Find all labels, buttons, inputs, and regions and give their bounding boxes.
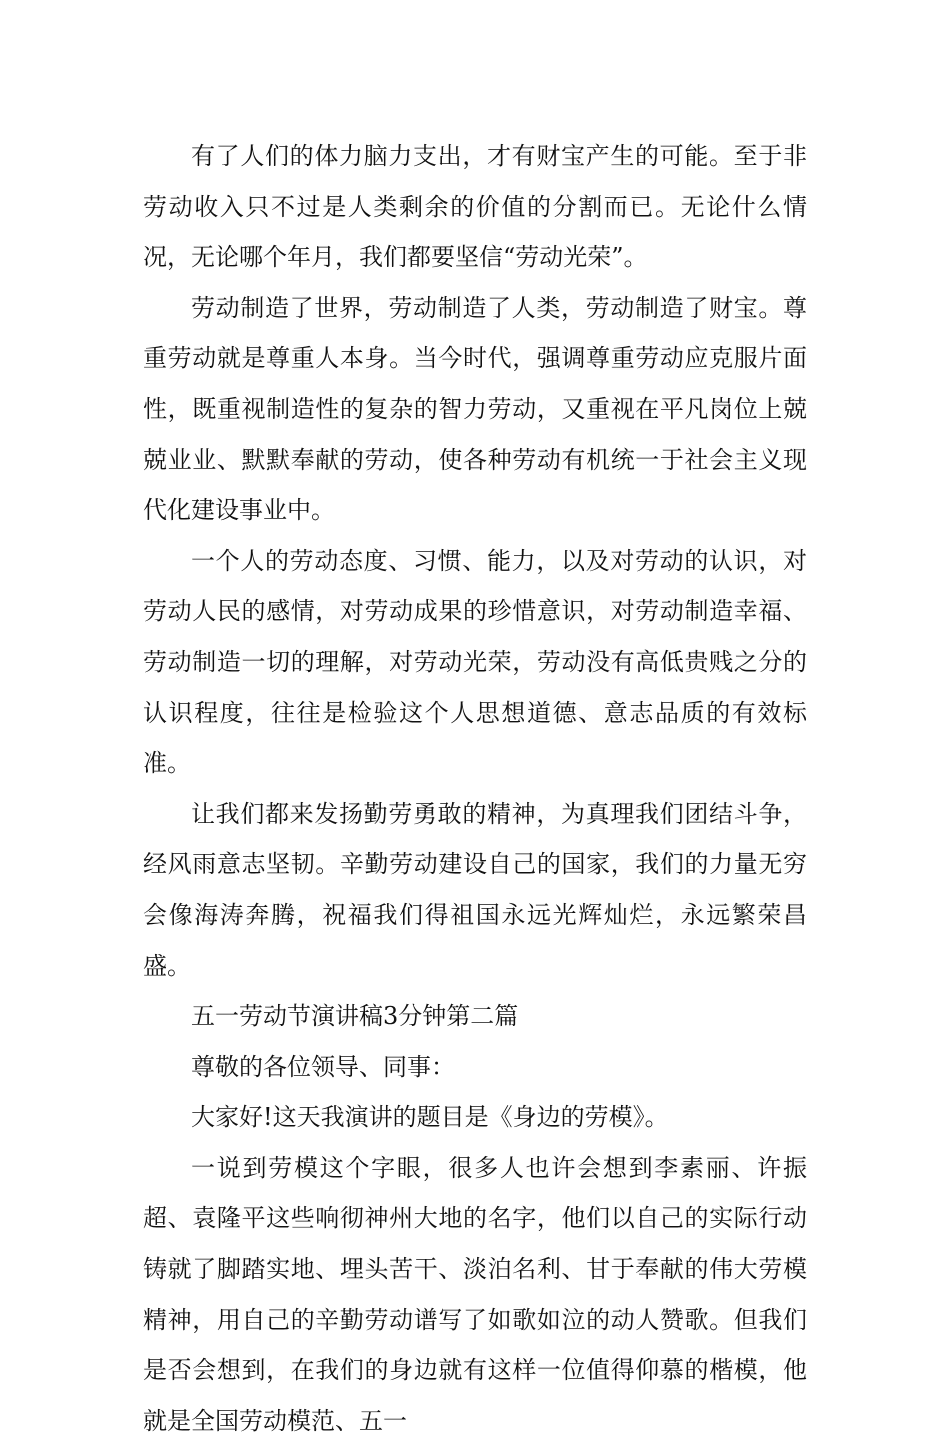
salutation: 尊敬的各位领导、同事：: [191, 1052, 455, 1081]
paragraph-4: 让我们都来发扬勤劳勇敢的精神，为真理我们团结斗争，经风雨意志坚韧。辛勤劳动建设自己的国家，我们的力量无穷会像海涛奔腾，祝福我们得祖国永远光辉灿烂，永远繁荣昌盛。: [143, 799, 807, 980]
paragraph-1: 有了人们的体力脑力支出，才有财宝产生的可能。至于非劳动收入只不过是人类剩余的价值的分割而已。无论什么情况，无论哪个年月，我们都要坚信“劳动光荣”。: [143, 142, 807, 272]
paragraph-3: 一个人的劳动态度、习惯、能力，以及对劳动的认识，对劳动人民的感情，对劳动成果的珍惜意识，对劳动制造幸福、劳动制造一切的理解，对劳动光荣，劳动没有高低贵贱之分的认识程度，往往是检验这个人思想道德、意志品质的有效标准。: [143, 546, 807, 778]
paragraph-2: 劳动制造了世界，劳动制造了人类，劳动制造了财宝。尊重劳动就是尊重人本身。当今时代，强调尊重劳动应克服片面性，既重视制造性的复杂的智力劳动，又重视在平凡岗位上兢兢业业、默默奉献的劳动，使各种劳动有机统一于社会主义现代化建设事业中。: [143, 293, 807, 525]
section-title: 五一劳动节演讲稿3分钟第二篇: [191, 1002, 519, 1031]
document-body: [143, 131, 807, 1446]
paragraph-5: 一说到劳模这个字眼，很多人也许会想到李素丽、许振超、袁隆平这些响彻神州大地的名字，他们以自己的实际行动铸就了脚踏实地、埋头苦干、淡泊名利、甘于奉献的伟大劳模精神，用自己的辛勤劳动谱写了如歌如泣的动人赞歌。但我们是否会想到，在我们的身边就有这样一位值得仰慕的楷模，他就是全国劳动模范、五一: [143, 1153, 807, 1435]
greeting: 大家好!这天我演讲的题目是《身边的劳模》。: [191, 1103, 669, 1132]
